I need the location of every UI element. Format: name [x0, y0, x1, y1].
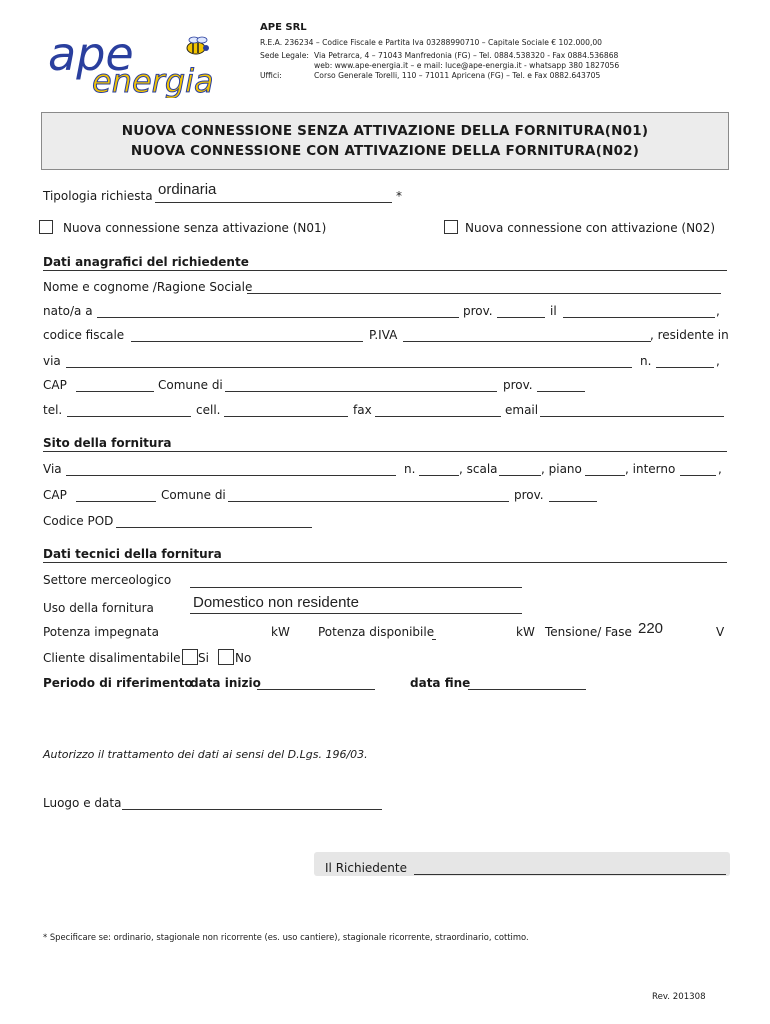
section-sito-heading: Sito della fornitura	[43, 436, 172, 450]
comma: ,	[716, 354, 720, 368]
logo-word-ape: ape	[48, 34, 134, 81]
cap-label: CAP	[43, 378, 67, 392]
company-name: APE SRL	[260, 22, 307, 33]
nome-field[interactable]	[247, 293, 721, 294]
sede-label: Sede Legale:	[260, 51, 309, 60]
tipologia-label: Tipologia richiesta	[43, 189, 153, 203]
comma: ,	[718, 462, 722, 476]
prov2-label: prov.	[503, 378, 533, 392]
sito-prov-field[interactable]	[549, 501, 597, 502]
title-line2: NUOVA CONNESSIONE CON ATTIVAZIONE DELLA FORNITURA(N02)	[130, 143, 640, 159]
cap-field[interactable]	[76, 391, 154, 392]
rea-line: R.E.A. 236234 – Codice Fiscale e Partita Iva 03288990710 – Capitale Sociale € 102.000,00	[260, 38, 603, 47]
luogo-label: Luogo e data	[43, 796, 122, 810]
sito-prov-label: prov.	[514, 488, 544, 502]
tensione-field[interactable]: 220	[638, 620, 664, 637]
sito-comune-field[interactable]	[228, 501, 509, 502]
sede-line1: Via Petrarca, 4 – 71043 Manfredonia (FG) – Tel. 0884.538320 - Fax 0884.536868	[314, 51, 619, 60]
tipologia-line	[155, 202, 392, 203]
section-tecnici-heading: Dati tecnici della fornitura	[43, 547, 222, 561]
no-label: No	[235, 651, 252, 665]
sito-n-field[interactable]	[419, 475, 459, 476]
sito-cap-field[interactable]	[76, 501, 156, 502]
data-nascita-field[interactable]	[563, 317, 715, 318]
footnote: * Specificare se: ordinario, stagionale non ricorrente (es. uso cantiere), stagionale ricorrente, straordinario, cottimo.	[43, 932, 529, 942]
sito-via-field[interactable]	[66, 475, 396, 476]
fine-label: data fine	[410, 676, 471, 690]
kw1-unit: kW	[271, 625, 290, 639]
volt-unit: V	[716, 625, 725, 639]
nome-label: Nome e cognome /Ragione Sociale	[43, 280, 253, 294]
settore-field[interactable]	[190, 587, 522, 588]
potenza-label: Potenza impegnata	[43, 625, 159, 639]
n02-checkbox[interactable]	[444, 220, 458, 234]
n02-label: Nuova connessione con attivazione (N02)	[465, 221, 716, 235]
nato-prov-field[interactable]	[497, 317, 545, 318]
civico-field[interactable]	[656, 367, 714, 368]
section-richiedente-rule	[43, 270, 727, 271]
sito-n-label: n.	[404, 462, 416, 476]
prov-label: prov.	[463, 304, 493, 318]
piano-label: , piano	[541, 462, 582, 476]
email-field[interactable]	[540, 416, 724, 417]
data-inizio-field[interactable]	[257, 689, 375, 690]
potenza-disp-label: Potenza disponibile	[318, 625, 435, 639]
email-label: email	[505, 403, 539, 417]
privacy-text: Autorizzo il trattamento dei dati ai sensi del D.Lgs. 196/03.	[43, 748, 368, 761]
section-richiedente-heading: Dati anagrafici del richiedente	[43, 255, 249, 269]
piva-label: P.IVA	[369, 328, 398, 342]
fax-field[interactable]	[375, 416, 501, 417]
via-field[interactable]	[66, 367, 632, 368]
piva-field[interactable]	[403, 341, 651, 342]
residente-label: , residente in	[650, 328, 729, 342]
inizio-label: data inizio	[190, 676, 261, 690]
ape-energia-logo	[46, 34, 242, 98]
section-tecnici-rule	[43, 562, 727, 563]
interno-field[interactable]	[680, 475, 716, 476]
comune-label: Comune di	[158, 378, 223, 392]
piano-field[interactable]	[585, 475, 625, 476]
interno-label: , interno	[625, 462, 676, 476]
uso-field[interactable]: Domestico non residente	[193, 594, 359, 611]
luogo-data-field[interactable]	[122, 809, 382, 810]
section-sito-rule	[43, 451, 727, 452]
si-label: Si	[198, 651, 209, 665]
cell-field[interactable]	[224, 416, 348, 417]
nato-field[interactable]	[97, 317, 459, 318]
disalim-label: Cliente disalimentabile	[43, 651, 181, 665]
title-line1: NUOVA CONNESSIONE SENZA ATTIVAZIONE DELLA FORNITURA(N01)	[121, 123, 649, 139]
nato-label: nato/a a	[43, 304, 93, 318]
uso-label: Uso della fornitura	[43, 601, 154, 615]
cell-label: cell.	[196, 403, 221, 417]
civico-label: n.	[640, 354, 652, 368]
sito-cap-label: CAP	[43, 488, 67, 502]
revision-label: Rev. 201308	[652, 992, 706, 1002]
tipologia-field[interactable]: ordinaria	[158, 181, 217, 198]
firma-label: Il Richiedente	[325, 861, 407, 875]
via-label: via	[43, 354, 61, 368]
kw2-unit: kW	[516, 625, 535, 639]
cf-label: codice fiscale	[43, 328, 125, 342]
tipologia-asterisk: *	[396, 189, 402, 203]
data-fine-field[interactable]	[468, 689, 586, 690]
n01-checkbox[interactable]	[39, 220, 53, 234]
fax-label: fax	[353, 403, 372, 417]
disalim-si-checkbox[interactable]	[182, 649, 198, 665]
tel-field[interactable]	[67, 416, 191, 417]
scala-label: , scala	[459, 462, 498, 476]
form-title-box	[41, 112, 729, 170]
il-label: il	[550, 304, 557, 318]
settore-label: Settore merceologico	[43, 573, 172, 587]
pod-label: Codice POD	[43, 514, 114, 528]
pod-field[interactable]	[116, 527, 312, 528]
uffici-line: Corso Generale Torelli, 110 – 71011 Apricena (FG) – Tel. e Fax 0882.643705	[314, 71, 601, 80]
sito-comune-label: Comune di	[161, 488, 226, 502]
uso-line	[190, 613, 522, 614]
firma-field[interactable]	[414, 874, 726, 875]
comune-field[interactable]	[225, 391, 497, 392]
comma: ,	[716, 304, 720, 318]
uffici-label: Uffici:	[260, 71, 282, 80]
logo-word-energia: energia	[92, 62, 214, 98]
prov2-field[interactable]	[537, 391, 585, 392]
tensione-label: Tensione/ Fase	[545, 625, 632, 639]
scala-field[interactable]	[499, 475, 541, 476]
potenza-disp-field[interactable]	[432, 639, 436, 640]
disalim-no-checkbox[interactable]	[218, 649, 234, 665]
periodo-label: Periodo di riferimento	[43, 676, 193, 690]
bee-icon	[187, 37, 209, 54]
tel-label: tel.	[43, 403, 63, 417]
n01-label: Nuova connessione senza attivazione (N01)	[63, 221, 327, 235]
cf-field[interactable]	[131, 341, 363, 342]
sede-line2: web: www.ape-energia.it – e mail: luce@ape-energia.it - whatsapp 380 1827056	[314, 61, 620, 70]
sito-via-label: Via	[43, 462, 62, 476]
